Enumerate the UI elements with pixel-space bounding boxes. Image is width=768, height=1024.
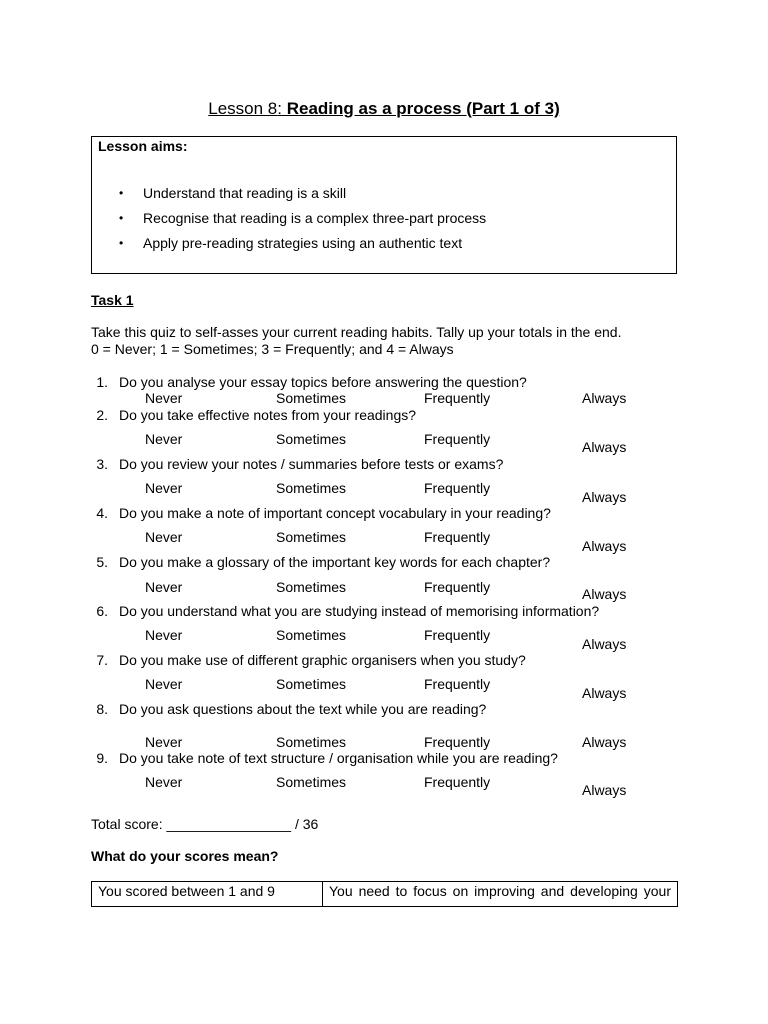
question-number: 1.: [96, 374, 108, 390]
lesson-aims-box: [91, 136, 677, 274]
option-frequently[interactable]: Frequently: [424, 390, 491, 406]
score-range-cell: You scored between 1 and 9: [98, 883, 275, 899]
task-heading: Task 1: [91, 292, 134, 308]
question-text: Do you make use of different graphic organisers when you study?: [119, 652, 526, 668]
option-never[interactable]: Never: [145, 480, 183, 496]
bullet-icon: •: [119, 186, 124, 200]
question-text: Do you ask questions about the text while you are reading?: [119, 701, 487, 717]
option-frequently[interactable]: Frequently: [424, 431, 491, 447]
question-text: Do you make a glossary of the important key words for each chapter?: [119, 554, 551, 570]
bullet-icon: •: [119, 211, 124, 225]
option-sometimes[interactable]: Sometimes: [276, 676, 347, 692]
option-frequently[interactable]: Frequently: [424, 480, 491, 496]
option-frequently[interactable]: Frequently: [424, 734, 491, 750]
option-never[interactable]: Never: [145, 431, 183, 447]
option-never[interactable]: Never: [145, 390, 183, 406]
score-meaning-heading: What do your scores mean?: [91, 848, 279, 864]
question-number: 5.: [96, 554, 108, 570]
option-always[interactable]: Always: [582, 782, 627, 798]
question-number: 8.: [96, 701, 108, 717]
option-always[interactable]: Always: [582, 390, 627, 406]
option-sometimes[interactable]: Sometimes: [276, 734, 347, 750]
option-frequently[interactable]: Frequently: [424, 627, 491, 643]
lesson-topic: Reading as a process (Part 1 of 3): [281, 99, 560, 118]
question-number: 6.: [96, 603, 108, 619]
option-sometimes[interactable]: Sometimes: [276, 431, 347, 447]
question-text: Do you review your notes / summaries before tests or exams?: [119, 456, 504, 472]
question-number: 7.: [96, 652, 108, 668]
option-never[interactable]: Never: [145, 529, 183, 545]
score-meaning-table: [91, 881, 678, 907]
option-never[interactable]: Never: [145, 774, 183, 790]
table-divider: [322, 882, 323, 906]
lesson-aims-heading: Lesson aims:: [98, 138, 188, 154]
aim-text: Apply pre-reading strategies using an authentic text: [143, 235, 463, 251]
option-never[interactable]: Never: [145, 579, 183, 595]
option-always[interactable]: Always: [582, 734, 627, 750]
answer-options: [0, 774, 768, 804]
aim-text: Understand that reading is a skill: [143, 185, 347, 201]
option-sometimes[interactable]: Sometimes: [276, 579, 347, 595]
question-number: 9.: [96, 750, 108, 766]
question-text: Do you make a note of important concept vocabulary in your reading?: [119, 505, 551, 521]
task-instructions: Take this quiz to self-asses your current reading habits. Tally up your totals in the end.: [91, 324, 622, 340]
option-never[interactable]: Never: [145, 627, 183, 643]
option-always[interactable]: Always: [582, 636, 627, 652]
rating-scale: 0 = Never; 1 = Sometimes; 3 = Frequently; and 4 = Always: [91, 341, 454, 357]
option-never[interactable]: Never: [145, 734, 183, 750]
option-always[interactable]: Always: [582, 489, 627, 505]
option-sometimes[interactable]: Sometimes: [276, 480, 347, 496]
title-colon: :: [277, 99, 282, 118]
option-never[interactable]: Never: [145, 676, 183, 692]
option-sometimes[interactable]: Sometimes: [276, 390, 347, 406]
option-always[interactable]: Always: [582, 586, 627, 602]
question-text: Do you take note of text structure / organisation while you are reading?: [119, 750, 558, 766]
question-number: 3.: [96, 456, 108, 472]
option-always[interactable]: Always: [582, 439, 627, 455]
option-sometimes[interactable]: Sometimes: [276, 774, 347, 790]
question-text: Do you take effective notes from your readings?: [119, 407, 417, 423]
question-text: Do you analyse your essay topics before answering the question?: [119, 374, 527, 390]
option-always[interactable]: Always: [582, 538, 627, 554]
option-always[interactable]: Always: [582, 685, 627, 701]
option-frequently[interactable]: Frequently: [424, 774, 491, 790]
option-sometimes[interactable]: Sometimes: [276, 529, 347, 545]
score-advice-cell: You need to focus on improving and developing your: [329, 883, 671, 899]
question-text: Do you understand what you are studying instead of memorising information?: [119, 603, 600, 619]
question-number: 2.: [96, 407, 108, 423]
question-number: 4.: [96, 505, 108, 521]
total-score-line: Total score: ________________ / 36: [91, 816, 319, 832]
lesson-title: [0, 98, 768, 120]
bullet-icon: •: [119, 236, 124, 250]
option-sometimes[interactable]: Sometimes: [276, 627, 347, 643]
option-frequently[interactable]: Frequently: [424, 529, 491, 545]
aim-text: Recognise that reading is a complex three-part process: [143, 210, 487, 226]
option-frequently[interactable]: Frequently: [424, 676, 491, 692]
option-frequently[interactable]: Frequently: [424, 579, 491, 595]
lesson-number: Lesson 8: [208, 99, 278, 118]
